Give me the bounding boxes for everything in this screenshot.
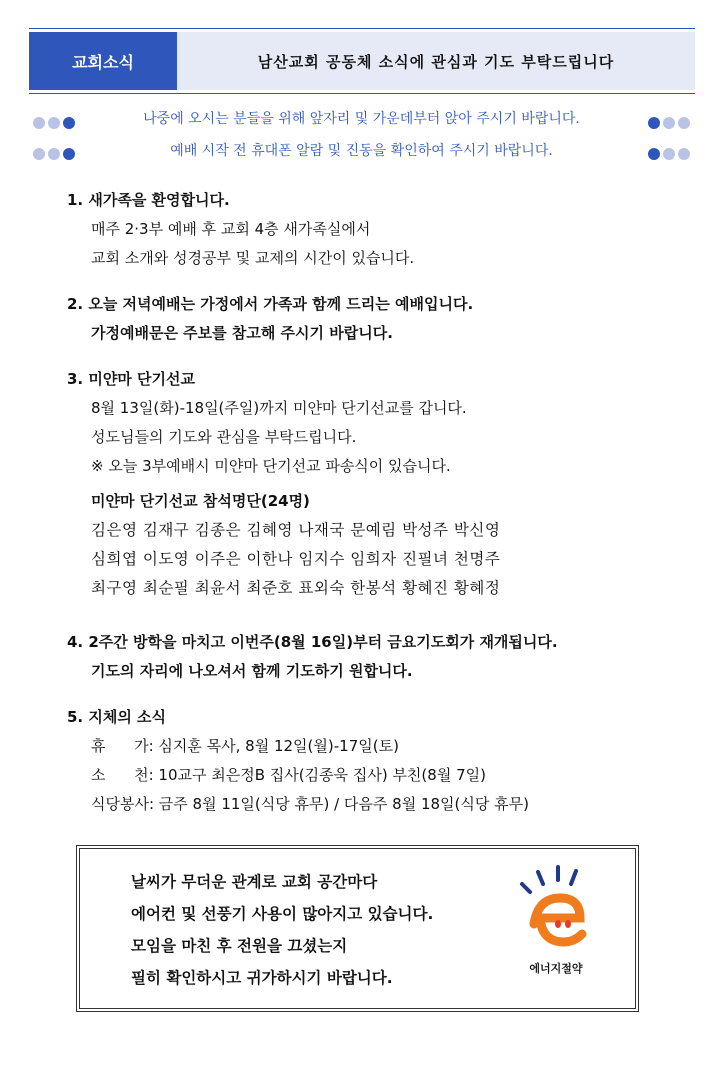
energy-line: 모임을 마친 후 전원을 끄셨는지 [131, 937, 348, 955]
energy-e-icon [508, 862, 604, 960]
section-heading: 1. 새가족을 환영합니다. [67, 191, 230, 209]
section-heading: 4. 2주간 방학을 마치고 이번주(8월 16일)부터 금요기도회가 재개됩니다. [67, 633, 558, 651]
section-line: 기도의 자리에 나오셔서 함께 기도하기 원합니다. [91, 662, 413, 680]
section-friday-prayer [67, 628, 558, 686]
notice-seating: 나중에 오시는 분들을 위해 앞자리 및 가운데부터 앉아 주시기 바랍니다. [143, 111, 580, 127]
section-new-family [67, 186, 414, 273]
section-line: 소 천: 10교구 최은정B 집사(김종욱 집사) 부친(8월 7일) [91, 766, 486, 784]
section-line: 휴 가: 심지훈 목사, 8월 12일(월)-17일(토) [91, 737, 399, 755]
energy-line: 날씨가 무더운 관계로 교회 공간마다 [131, 873, 378, 891]
section-line: 교회 소개와 성경공부 및 교제의 시간이 있습니다. [91, 249, 415, 267]
section-myanmar-mission [67, 365, 500, 603]
section-line: 성도님들의 기도와 관심을 부탁드립니다. [91, 428, 357, 446]
section-heading: 3. 미얀마 단기선교 [67, 370, 196, 388]
logo-caption: 에너지절약 [529, 962, 583, 975]
section-heading: 2. 오늘 저녁예배는 가정에서 가족과 함께 드리는 예배입니다. [67, 295, 474, 313]
energy-line: 필히 확인하시고 귀가하시기 바랍니다. [131, 969, 393, 987]
page-title: 남산교회 공동체 소식에 관심과 기도 부탁드립니다 [177, 32, 695, 90]
section-line: 8월 13일(화)-18일(주일)까지 미얀마 단기선교를 갑니다. [91, 399, 467, 417]
page-header [29, 28, 695, 94]
section-line: 식당봉사: 금주 8월 11일(식당 휴무) / 다음주 8월 18일(식당 휴무) [91, 795, 529, 813]
section-tag: 교회소식 [29, 32, 177, 90]
section-heading: 5. 지체의 소식 [67, 708, 167, 726]
roster-title: 미얀마 단기선교 참석명단(24명) [91, 492, 310, 510]
notice-phone: 예배 시작 전 휴대폰 알람 및 진동을 확인하여 주시기 바랍니다. [170, 143, 553, 159]
energy-line: 에어컨 및 선풍기 사용이 많아지고 있습니다. [131, 905, 434, 923]
section-family-worship [67, 290, 473, 348]
section-member-news [67, 703, 529, 819]
roster-names-row: 김은영 김재구 김종은 김혜영 나재국 문예림 박성주 박신영 [91, 521, 501, 539]
energy-saving-logo [508, 862, 604, 977]
roster-names-row: 최구영 최순필 최윤서 최준호 표외숙 한봉석 황혜진 황혜정 [91, 579, 501, 597]
roster-names-row: 심희엽 이도영 이주은 이한나 임지수 임희자 진필녀 천명주 [91, 550, 501, 568]
section-line: 가정예배문은 주보를 참고해 주시기 바랍니다. [91, 324, 393, 342]
section-line: ※ 오늘 3부예배시 미얀마 단기선교 파송식이 있습니다. [91, 457, 451, 475]
section-line: 매주 2·3부 예배 후 교회 4층 새가족실에서 [91, 220, 371, 238]
